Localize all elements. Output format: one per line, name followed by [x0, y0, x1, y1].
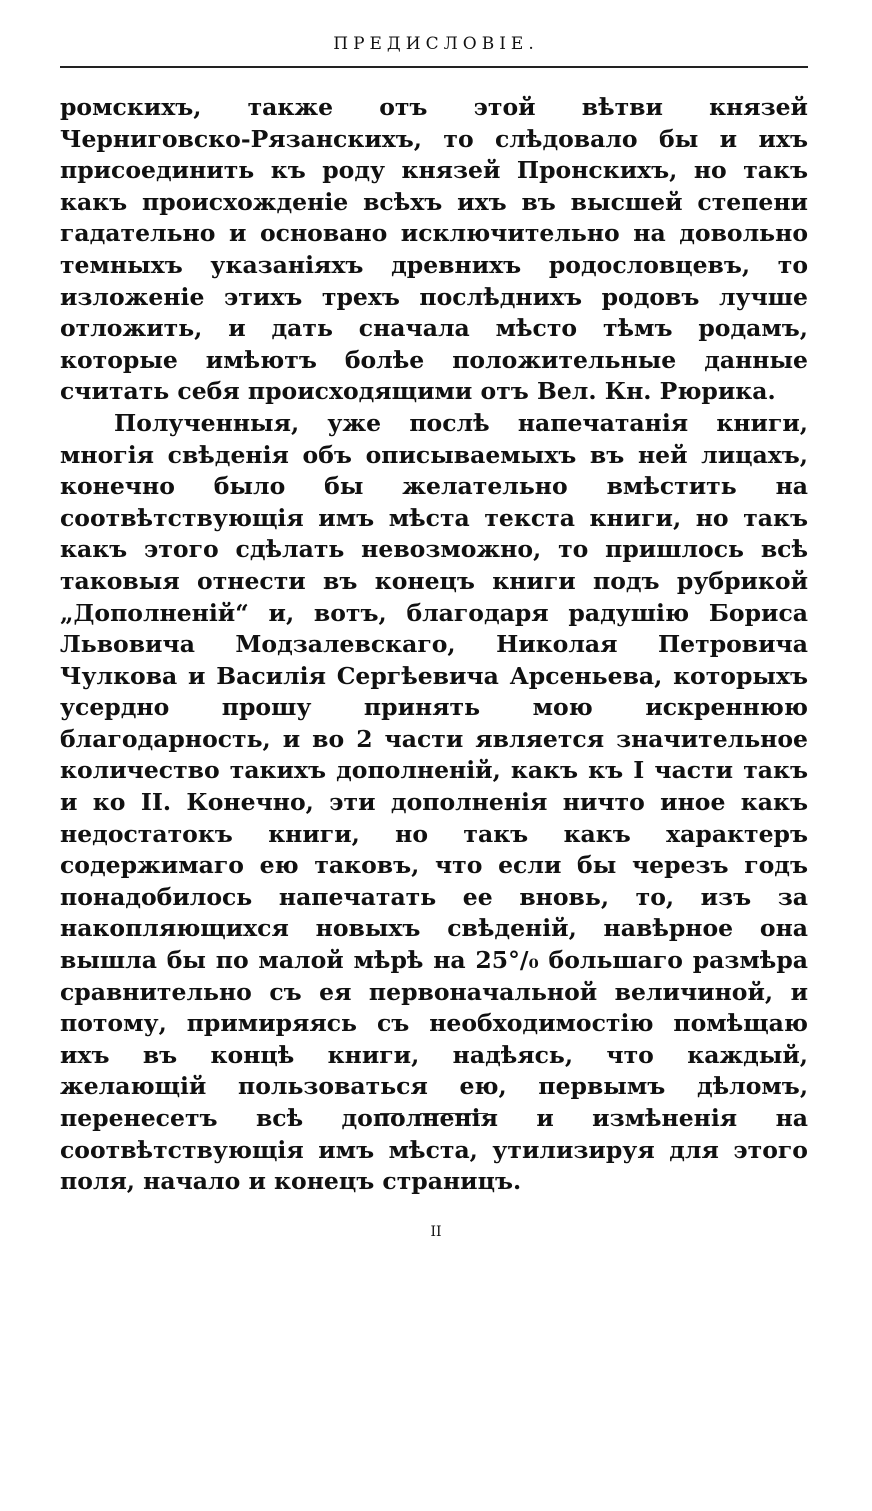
ornament-dash-long — [420, 1113, 488, 1114]
page-number: II — [430, 1224, 442, 1240]
header-rule — [60, 66, 808, 68]
ornament-dash-short — [380, 1113, 402, 1114]
paragraph-2: Полученныя, уже послѣ напечатанія книги, многія свѣденія объ описываемыхъ въ ней лицахъ, конечно было бы желательно вмѣстить на соотвѣтствующія имъ мѣста текста книги, но такъ какъ этого сдѣлать невозможно, то пришлось всѣ таковыя отнести въ конецъ книги подъ рубрикой „Дополненій“ и, вотъ, благодаря радушію Бориса Львовича Модзалевскаго, Николая Петровича Чулкова и Василія Сергѣевича Арсеньева, которыхъ усердно прошу принять мою искреннюю благодарность, и во 2 части является значительное количество такихъ дополненій, какъ къ I части такъ и ко II. Конечно, эти дополненія ничто иное какъ недостатокъ книги, но такъ какъ характеръ содержимаго ею таковъ, что если бы черезъ годъ понадобилось напечатать ее вновь, то, изъ за накопляющихся новыхъ свѣденій, навѣрное она вышла бы по малой мѣрѣ на 25°/₀ большаго размѣра сравнительно съ ея первоначальной величиной, и потому, примиряясь съ необходимостію помѣщаю ихъ въ концѣ книги, надѣясь, что каждый, желающій пользоваться ею, первымъ дѣломъ, перенесетъ всѣ дополненія и измѣненія на соотвѣтствующія имъ мѣста, утилизируя для этого поля, начало и конецъ страницъ. — [60, 408, 808, 1196]
paragraph-1: ромскихъ, также отъ этой вѣтви князей Черниговско-Рязанскихъ, то слѣдовало бы и ихъ присоединить къ роду князей Пронскихъ, но такъ какъ происхожденіе всѣхъ ихъ въ высшей степени гадательно и основано исключительно на довольно темныхъ указаніяхъ древнихъ родословцевъ, то изложеніе этихъ трехъ послѣднихъ родовъ лучше отложить, и дать сначала мѣсто тѣмъ родамъ, которые имѣютъ болѣе положительные данные считать себя происходящими отъ Вел. Кн. Рюрика. — [60, 93, 808, 406]
running-title: ПРЕДИСЛОВІЕ. — [333, 34, 539, 54]
body-text — [60, 92, 808, 1198]
end-ornament — [380, 1108, 488, 1120]
